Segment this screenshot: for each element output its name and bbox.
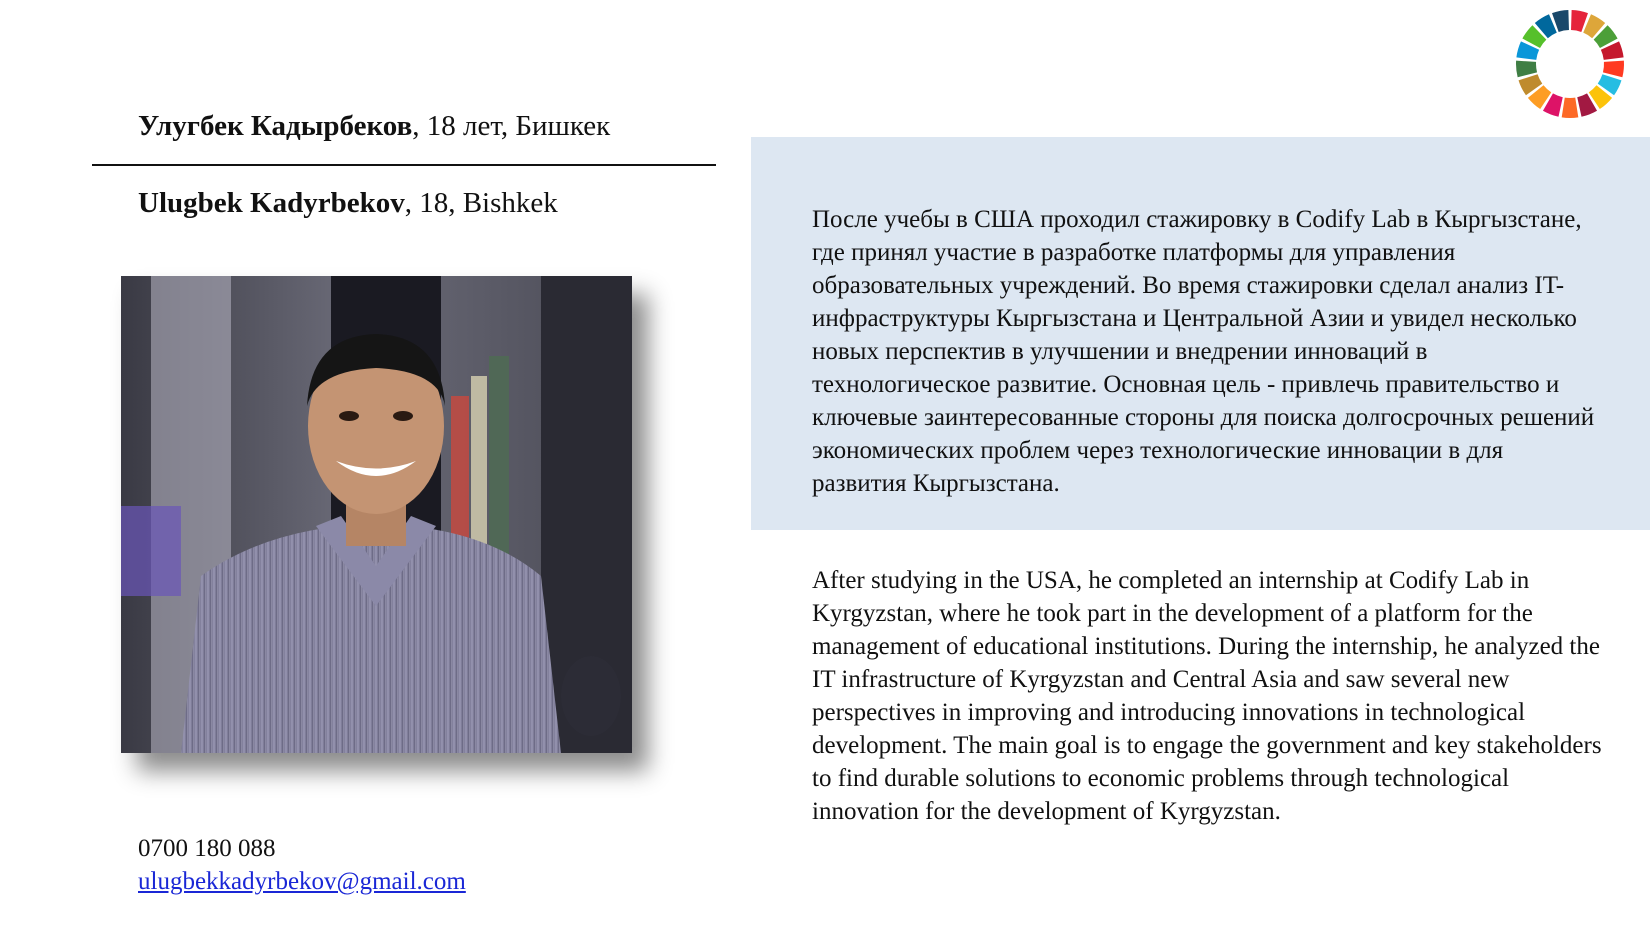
name-russian — [138, 106, 610, 146]
phone-number: 0700 180 088 — [138, 835, 276, 862]
bio-english: After studying in the USA, he completed an internship at Codify Lab in Kyrgyzstan, where he took part in the development of a platform for the management of educational institutions. During the internship, he analyzed the IT infrastructure of Kyrgyzstan and Central Asia and saw several new perspectives in improving and introducing innovations in technological development. The main goal is to engage the government and key stakeholders to find durable solutions to economic problems through technological innovation for the development of Kyrgyzstan. — [812, 567, 1602, 825]
email-link[interactable]: ulugbekkadyrbekov@gmail.com — [138, 868, 466, 895]
name-english — [138, 183, 558, 223]
sdg-segment — [1562, 98, 1579, 118]
sdg-segment — [1603, 61, 1624, 78]
contact-block — [138, 832, 466, 898]
sdg-wheel-logo — [1514, 8, 1626, 120]
name-divider — [92, 164, 716, 166]
sdg-segment — [1516, 61, 1537, 78]
name-ru-details: , 18 лет, Бишкек — [412, 110, 611, 142]
profile-photo — [121, 276, 632, 753]
bio-russian: После учебы в США проходил стажировку в Codify Lab в Кыргызстане, где принял участие в разработке платформы для управления образовательных учреждений. Во время стажировки сделал анализ IT-инфраструктуры Кыргызстана и Центральной Азии и увидел несколько новых перспектив в улучшении и внедрении инноваций в технологическое развитие. Основная цель - привлечь правительство и ключевые заинтересованные стороны для поиска долгосрочных решений экономических проблем через технологические инновации в для развития Кыргызстана. — [812, 206, 1595, 497]
portrait-illustration — [121, 276, 632, 753]
name-en-bold: Ulugbek Kadyrbekov — [138, 187, 405, 219]
name-ru-bold: Улугбек Кадырбеков — [138, 110, 413, 142]
name-en-details: , 18, Bishkek — [404, 187, 558, 219]
